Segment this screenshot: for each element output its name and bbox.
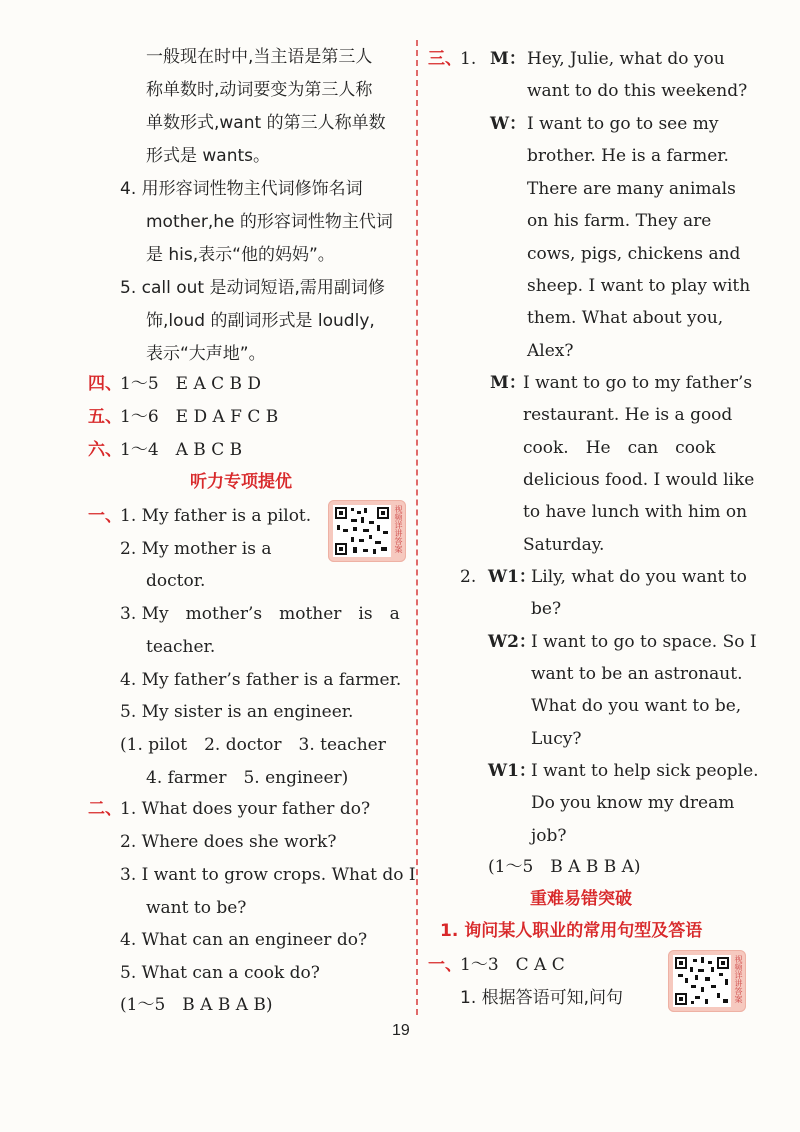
listening-q1-line: (1. pilot 2. doctor 3. teacher: [120, 735, 386, 755]
dialogue-line: What do you want to be,: [531, 696, 742, 716]
section-4-answers: 1～5 E A C B D: [120, 374, 262, 394]
dialogue-line: Do you know my dream: [531, 793, 735, 813]
dialogue-line: want to be an astronaut.: [531, 664, 743, 684]
speaker-label: M：: [490, 373, 526, 393]
section-6-answers: 1～4 A B C B: [120, 440, 243, 460]
qr-caption: 视频详讲答案: [394, 505, 403, 553]
explanation-line: 单数形式,want 的第三人称单数: [146, 113, 386, 133]
listening-q2-line: 3. I want to grow crops. What do I: [120, 865, 416, 885]
listening-section-title: 听力专项提优: [190, 472, 292, 492]
dialogue-line: I want to go to space. So I: [531, 632, 757, 652]
dialogue-line: Lily, what do you want to: [531, 567, 747, 587]
speaker-label: W1：: [488, 761, 536, 781]
dialogue-line: sheep. I want to play with: [527, 276, 751, 296]
explanation-line: mother,he 的形容词性物主代词: [146, 212, 393, 232]
listening-q1-line: 4. farmer 5. engineer): [146, 768, 349, 788]
hard-q1-mark: 一、: [428, 955, 462, 975]
dialogue-line: I want to go to my father’s: [523, 373, 753, 393]
dialogue-line: I want to help sick people.: [531, 761, 759, 781]
section-3-mark: 三、: [428, 49, 462, 69]
explanation-line: 饰,loud 的副词形式是 loudly,: [146, 311, 375, 331]
explanation-line: 表示“大声地”。: [146, 344, 266, 364]
section-5-answers: 1～6 E D A F C B: [120, 407, 279, 427]
listening-q1-line: 4. My father’s father is a farmer.: [120, 670, 402, 690]
explanation-line: 一般现在时中,当主语是第三人: [146, 47, 373, 67]
explanation-item-5: 5. call out 是动词短语,需用副词修: [120, 278, 385, 298]
qr-code-icon: [333, 505, 391, 557]
section-4-mark: 四、: [88, 374, 122, 394]
listening-q2-line: 5. What can a cook do?: [120, 963, 320, 983]
listening-q2-line: 1. What does your father do?: [120, 799, 371, 819]
dialogue-line: cook. He can cook: [523, 438, 716, 458]
column-divider: [416, 40, 418, 1015]
dialogue-line: brother. He is a farmer.: [527, 146, 729, 166]
section-6-mark: 六、: [88, 440, 122, 460]
dialogue-line: I want to go to see my: [527, 114, 719, 134]
dialogue-line: on his farm. They are: [527, 211, 712, 231]
dialogue-answers: (1～5 B A B B A): [488, 857, 641, 877]
dialogue-line: delicious food. I would like: [523, 470, 755, 490]
page-number: 19: [392, 1022, 410, 1039]
qr-code-icon: [673, 955, 731, 1007]
listening-q1-line: 5. My sister is an engineer.: [120, 702, 354, 722]
hard-q1-answers: 1～3 C A C: [460, 955, 565, 975]
explanation-item-4: 4. 用形容词性物主代词修饰名词: [120, 179, 363, 199]
dialogue-line: Lucy?: [531, 729, 582, 749]
topic-title: 1. 询问某人职业的常用句型及答语: [440, 921, 703, 941]
hard-points-section-title: 重难易错突破: [530, 889, 632, 909]
dialogue-2-number: 2.: [460, 567, 477, 587]
qr-code-left[interactable]: [328, 500, 406, 562]
dialogue-line: Saturday.: [523, 535, 605, 555]
listening-q2-line: want to be?: [146, 898, 247, 918]
speaker-label: M：: [490, 49, 526, 69]
qr-code-right[interactable]: [668, 950, 746, 1012]
section-5-mark: 五、: [88, 407, 122, 427]
dialogue-line: Alex?: [527, 341, 574, 361]
speaker-label: W2：: [488, 632, 536, 652]
listening-q1-line: 1. My father is a pilot.: [120, 506, 312, 526]
dialogue-line: cows, pigs, chickens and: [527, 244, 741, 264]
dialogue-line: There are many animals: [527, 179, 736, 199]
listening-q2-line: (1～5 B A B A B): [120, 995, 273, 1015]
listening-q1-line: teacher.: [146, 637, 216, 657]
listening-q1-line: 3. My mother’s mother is a: [120, 604, 400, 624]
explanation-line: 称单数时,动词要变为第三人称: [146, 80, 373, 100]
explanation-line: 是 his,表示“他的妈妈”。: [146, 245, 335, 265]
dialogue-line: Hey, Julie, what do you: [527, 49, 725, 69]
qr-caption: 视频详讲答案: [734, 955, 743, 1003]
dialogue-line: to have lunch with him on: [523, 502, 748, 522]
dialogue-line: restaurant. He is a good: [523, 405, 733, 425]
listening-q2-line: 2. Where does she work?: [120, 832, 337, 852]
explanation-line: 形式是 wants。: [146, 146, 271, 166]
speaker-label: W：: [490, 114, 527, 134]
dialogue-line: them. What about you,: [527, 308, 724, 328]
dialogue-1-number: 1.: [460, 49, 477, 69]
listening-q1-mark: 一、: [88, 506, 122, 526]
dialogue-line: want to do this weekend?: [527, 81, 748, 101]
dialogue-line: job?: [531, 826, 567, 846]
hard-q1-explanation: 1. 根据答语可知,问句: [460, 988, 624, 1008]
dialogue-line: be?: [531, 599, 562, 619]
speaker-label: W1：: [488, 567, 536, 587]
listening-q1-line: 2. My mother is a: [120, 539, 272, 559]
listening-q1-line: doctor.: [146, 571, 206, 591]
listening-q2-mark: 二、: [88, 799, 122, 819]
listening-q2-line: 4. What can an engineer do?: [120, 930, 368, 950]
